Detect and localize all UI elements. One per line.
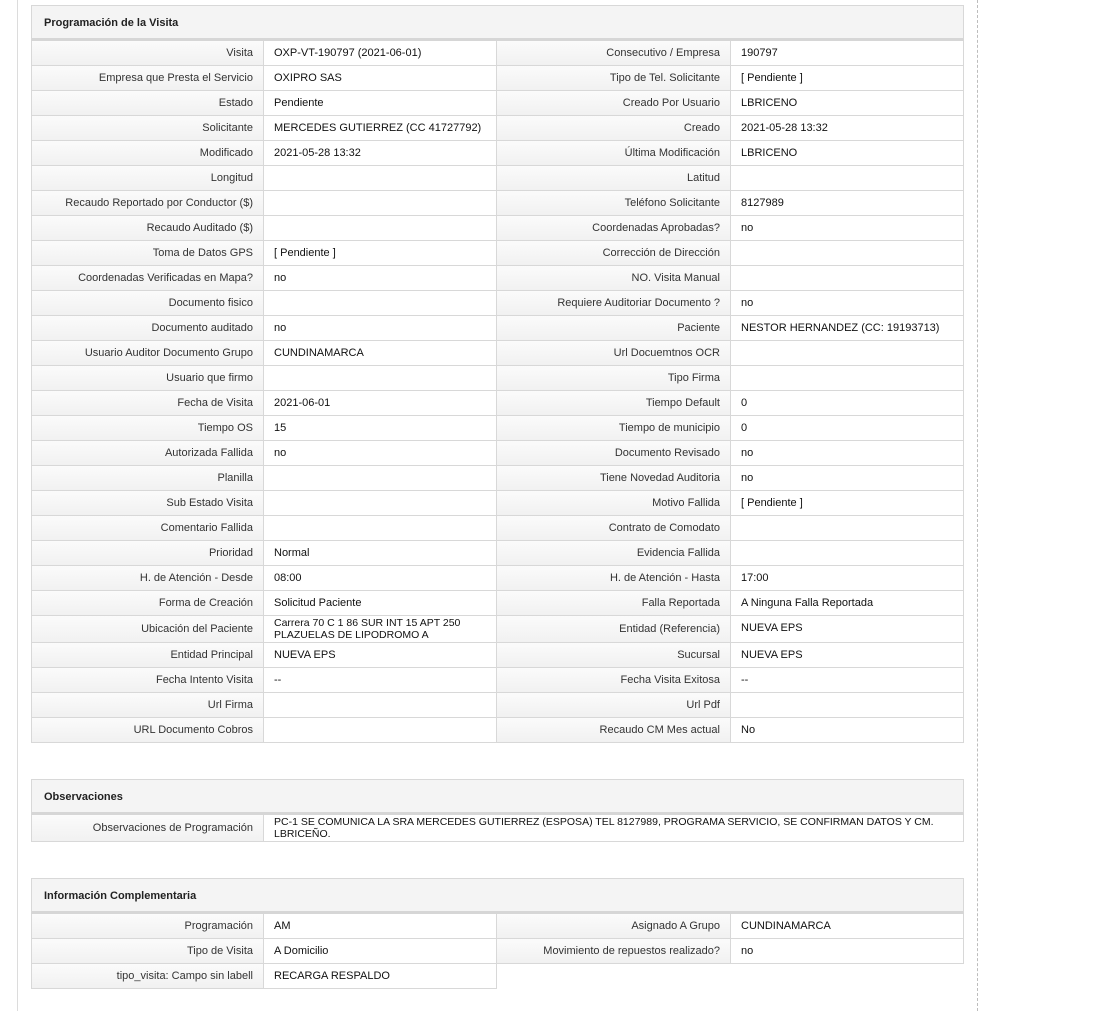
field-value	[731, 266, 964, 291]
field-value: 0	[731, 416, 964, 441]
table-row	[31, 216, 964, 241]
field-label: Url Docuemtnos OCR	[497, 341, 731, 366]
field-label: Coordenadas Verificadas en Mapa?	[31, 266, 264, 291]
field-label: Fecha de Visita	[31, 391, 264, 416]
field-value: LBRICENO	[731, 91, 964, 116]
field-label: Documento auditado	[31, 316, 264, 341]
field-value: 17:00	[731, 566, 964, 591]
table-row	[31, 141, 964, 166]
field-label: Sucursal	[497, 643, 731, 668]
field-label: Entidad Principal	[31, 643, 264, 668]
complementaria-header: Información Complementaria	[31, 878, 964, 914]
field-label: Entidad (Referencia)	[497, 616, 731, 643]
field-value: 190797	[731, 41, 964, 66]
field-label: Contrato de Comodato	[497, 516, 731, 541]
observaciones-row	[31, 815, 964, 842]
table-row	[31, 291, 964, 316]
table-row	[31, 939, 964, 964]
field-label: URL Documento Cobros	[31, 718, 264, 743]
field-value	[264, 291, 497, 316]
field-label: Modificado	[31, 141, 264, 166]
field-value: [ Pendiente ]	[731, 66, 964, 91]
field-label: Longitud	[31, 166, 264, 191]
field-value: 2021-06-01	[264, 391, 497, 416]
right-dashed-border-line	[977, 0, 978, 1011]
programacion-section	[31, 5, 964, 743]
field-label: Consecutivo / Empresa	[497, 41, 731, 66]
table-row	[31, 541, 964, 566]
field-value	[731, 166, 964, 191]
field-label: H. de Atención - Hasta	[497, 566, 731, 591]
field-label: Ubicación del Paciente	[31, 616, 264, 643]
field-value	[264, 191, 497, 216]
field-value: NUEVA EPS	[264, 643, 497, 668]
table-row	[31, 341, 964, 366]
table-row	[31, 116, 964, 141]
field-label: Tipo de Visita	[31, 939, 264, 964]
field-label: Empresa que Presta el Servicio	[31, 66, 264, 91]
field-value: CUNDINAMARCA	[264, 341, 497, 366]
field-label: Url Firma	[31, 693, 264, 718]
field-value: 2021-05-28 13:32	[731, 116, 964, 141]
field-value: Solicitud Paciente	[264, 591, 497, 616]
field-value: --	[731, 668, 964, 693]
field-value: OXP-VT-190797 (2021-06-01)	[264, 41, 497, 66]
field-label: Toma de Datos GPS	[31, 241, 264, 266]
field-value	[731, 693, 964, 718]
field-label: Visita	[31, 41, 264, 66]
field-value: no	[731, 291, 964, 316]
field-label: Creado	[497, 116, 731, 141]
field-value	[731, 366, 964, 391]
field-label: Corrección de Dirección	[497, 241, 731, 266]
table-row	[31, 616, 964, 643]
programacion-table	[31, 41, 964, 743]
field-value: No	[731, 718, 964, 743]
field-label: Tiempo Default	[497, 391, 731, 416]
field-value: no	[731, 441, 964, 466]
field-value: Normal	[264, 541, 497, 566]
field-value: LBRICENO	[731, 141, 964, 166]
table-row	[31, 441, 964, 466]
left-border-line	[17, 0, 18, 1011]
field-label: Solicitante	[31, 116, 264, 141]
field-label: Paciente	[497, 316, 731, 341]
field-value: [ Pendiente ]	[731, 491, 964, 516]
field-label: Sub Estado Visita	[31, 491, 264, 516]
complementaria-section	[31, 878, 964, 989]
table-row	[31, 391, 964, 416]
field-label: Autorizada Fallida	[31, 441, 264, 466]
complementaria-table	[31, 914, 964, 964]
field-label: Estado	[31, 91, 264, 116]
field-value: RECARGA RESPALDO	[264, 964, 497, 989]
field-value	[731, 241, 964, 266]
field-value	[264, 216, 497, 241]
field-label: Teléfono Solicitante	[497, 191, 731, 216]
field-value: 08:00	[264, 566, 497, 591]
table-row	[31, 693, 964, 718]
field-label: H. de Atención - Desde	[31, 566, 264, 591]
field-label: Recaudo Reportado por Conductor ($)	[31, 191, 264, 216]
field-value: AM	[264, 914, 497, 939]
field-label: Falla Reportada	[497, 591, 731, 616]
field-label: Forma de Creación	[31, 591, 264, 616]
field-value	[264, 693, 497, 718]
table-row	[31, 366, 964, 391]
field-value: [ Pendiente ]	[264, 241, 497, 266]
field-value	[731, 516, 964, 541]
field-value: 0	[731, 391, 964, 416]
field-label: Recaudo Auditado ($)	[31, 216, 264, 241]
table-row	[31, 416, 964, 441]
table-row	[31, 668, 964, 693]
field-value	[264, 516, 497, 541]
field-value	[264, 718, 497, 743]
table-row	[31, 466, 964, 491]
field-label: Coordenadas Aprobadas?	[497, 216, 731, 241]
field-value: no	[731, 939, 964, 964]
field-value: Pendiente	[264, 91, 497, 116]
table-row	[31, 91, 964, 116]
field-label: Tipo de Tel. Solicitante	[497, 66, 731, 91]
observaciones-label: Observaciones de Programación	[31, 815, 264, 842]
observaciones-header: Observaciones	[31, 779, 964, 815]
field-value	[264, 366, 497, 391]
field-label: Prioridad	[31, 541, 264, 566]
table-row	[31, 66, 964, 91]
field-label: Tiene Novedad Auditoria	[497, 466, 731, 491]
field-label: Movimiento de repuestos realizado?	[497, 939, 731, 964]
field-value	[731, 541, 964, 566]
observaciones-section	[31, 779, 964, 842]
table-row	[31, 718, 964, 743]
field-label: Usuario Auditor Documento Grupo	[31, 341, 264, 366]
field-label: Requiere Auditoriar Documento ?	[497, 291, 731, 316]
field-label: Url Pdf	[497, 693, 731, 718]
field-label: tipo_visita: Campo sin labell	[31, 964, 264, 989]
field-value: Carrera 70 C 1 86 SUR INT 15 APT 250 PLAZUELAS DE LIPODROMO A	[264, 616, 497, 643]
field-value: no	[264, 316, 497, 341]
table-row	[31, 591, 964, 616]
table-row	[31, 166, 964, 191]
field-label: Asignado A Grupo	[497, 914, 731, 939]
field-value: 8127989	[731, 191, 964, 216]
field-label: Latitud	[497, 166, 731, 191]
field-value: NESTOR HERNANDEZ (CC: 19193713)	[731, 316, 964, 341]
field-value: 2021-05-28 13:32	[264, 141, 497, 166]
field-value: no	[731, 216, 964, 241]
table-row	[31, 964, 964, 989]
field-value: A Domicilio	[264, 939, 497, 964]
field-label: Documento Revisado	[497, 441, 731, 466]
field-label: Creado Por Usuario	[497, 91, 731, 116]
table-row	[31, 516, 964, 541]
field-value	[264, 466, 497, 491]
field-value: no	[264, 441, 497, 466]
field-value	[264, 166, 497, 191]
field-label: Motivo Fallida	[497, 491, 731, 516]
table-row	[31, 41, 964, 66]
field-value: CUNDINAMARCA	[731, 914, 964, 939]
field-label: NO. Visita Manual	[497, 266, 731, 291]
table-row	[31, 241, 964, 266]
field-value	[731, 341, 964, 366]
field-label: Fecha Visita Exitosa	[497, 668, 731, 693]
field-value: OXIPRO SAS	[264, 66, 497, 91]
field-label: Evidencia Fallida	[497, 541, 731, 566]
field-value: MERCEDES GUTIERREZ (CC 41727792)	[264, 116, 497, 141]
field-label: Tiempo OS	[31, 416, 264, 441]
field-value	[264, 491, 497, 516]
field-label: Tipo Firma	[497, 366, 731, 391]
table-row	[31, 191, 964, 216]
table-row	[31, 643, 964, 668]
field-label: Recaudo CM Mes actual	[497, 718, 731, 743]
table-row	[31, 566, 964, 591]
field-label: Usuario que firmo	[31, 366, 264, 391]
table-row	[31, 491, 964, 516]
field-value: NUEVA EPS	[731, 643, 964, 668]
field-label: Comentario Fallida	[31, 516, 264, 541]
table-row	[31, 316, 964, 341]
programacion-header: Programación de la Visita	[31, 5, 964, 41]
field-label: Fecha Intento Visita	[31, 668, 264, 693]
field-value: no	[264, 266, 497, 291]
table-row	[31, 266, 964, 291]
field-value: A Ninguna Falla Reportada	[731, 591, 964, 616]
field-value: no	[731, 466, 964, 491]
field-label: Tiempo de municipio	[497, 416, 731, 441]
field-value: 15	[264, 416, 497, 441]
field-label: Última Modificación	[497, 141, 731, 166]
field-label: Planilla	[31, 466, 264, 491]
field-label: Documento fisico	[31, 291, 264, 316]
field-label: Programación	[31, 914, 264, 939]
field-value: --	[264, 668, 497, 693]
table-row	[31, 914, 964, 939]
field-value: NUEVA EPS	[731, 616, 964, 643]
observaciones-value: PC-1 SE COMUNICA LA SRA MERCEDES GUTIERREZ (ESPOSA) TEL 8127989, PROGRAMA SERVICIO, SE CONFIRMAN DATOS Y CM. LBRICEÑO.	[264, 815, 964, 842]
